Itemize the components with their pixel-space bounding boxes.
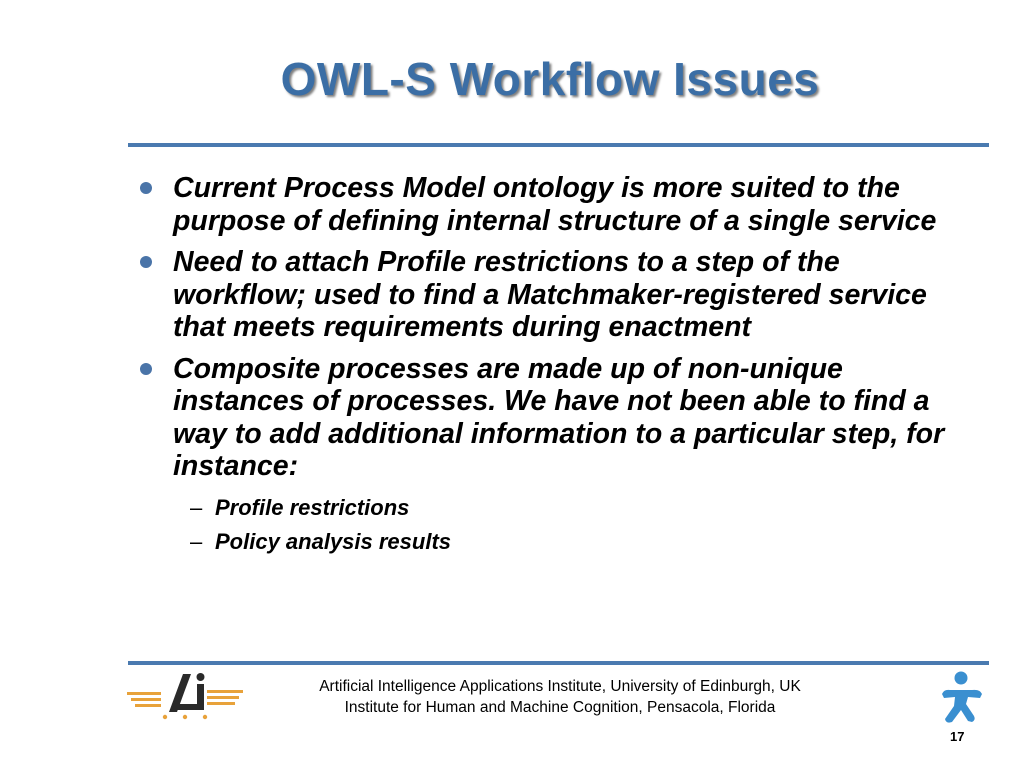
sub-bullet-text: Profile restrictions bbox=[215, 494, 410, 520]
sub-bullet-text: Policy analysis results bbox=[215, 528, 452, 554]
sub-bullet-item bbox=[173, 491, 977, 525]
dash-icon: – bbox=[190, 494, 203, 520]
ihmc-figure-logo bbox=[936, 670, 986, 726]
bullet-item bbox=[137, 172, 977, 237]
sub-bullet-list bbox=[173, 491, 977, 559]
bullet-dot-icon bbox=[140, 363, 152, 375]
aiai-logo bbox=[125, 668, 245, 722]
bottom-divider bbox=[128, 661, 989, 665]
bullet-list bbox=[137, 172, 977, 568]
footer bbox=[230, 676, 890, 718]
footer-line-2: Institute for Human and Machine Cognition, Pensacola, Florida bbox=[344, 699, 776, 716]
bullet-dot-icon bbox=[140, 256, 152, 268]
page-number: 17 bbox=[950, 729, 965, 744]
footer-line-1: Artificial Intelligence Applications Institute, University of Edinburgh, UK bbox=[319, 678, 801, 695]
bullet-item bbox=[137, 353, 977, 559]
bullet-text: Current Process Model ontology is more suited to the purpose of defining internal structure of a single service bbox=[173, 172, 937, 237]
slide-title: OWL-S Workflow Issues bbox=[280, 53, 820, 105]
bullet-text: Composite processes are made up of non-unique instances of processes. We have not been able to find a way to add additional information to a particular step, for instance: bbox=[173, 352, 945, 482]
sub-bullet-item bbox=[173, 525, 977, 559]
dash-icon: – bbox=[190, 528, 203, 554]
top-divider bbox=[128, 143, 989, 147]
bullet-dot-icon bbox=[140, 182, 152, 194]
bullet-text: Need to attach Profile restrictions to a step of the workflow; used to find a Matchmaker-registered service that meets requirements during enactment bbox=[173, 246, 927, 343]
bullet-item bbox=[137, 246, 977, 344]
